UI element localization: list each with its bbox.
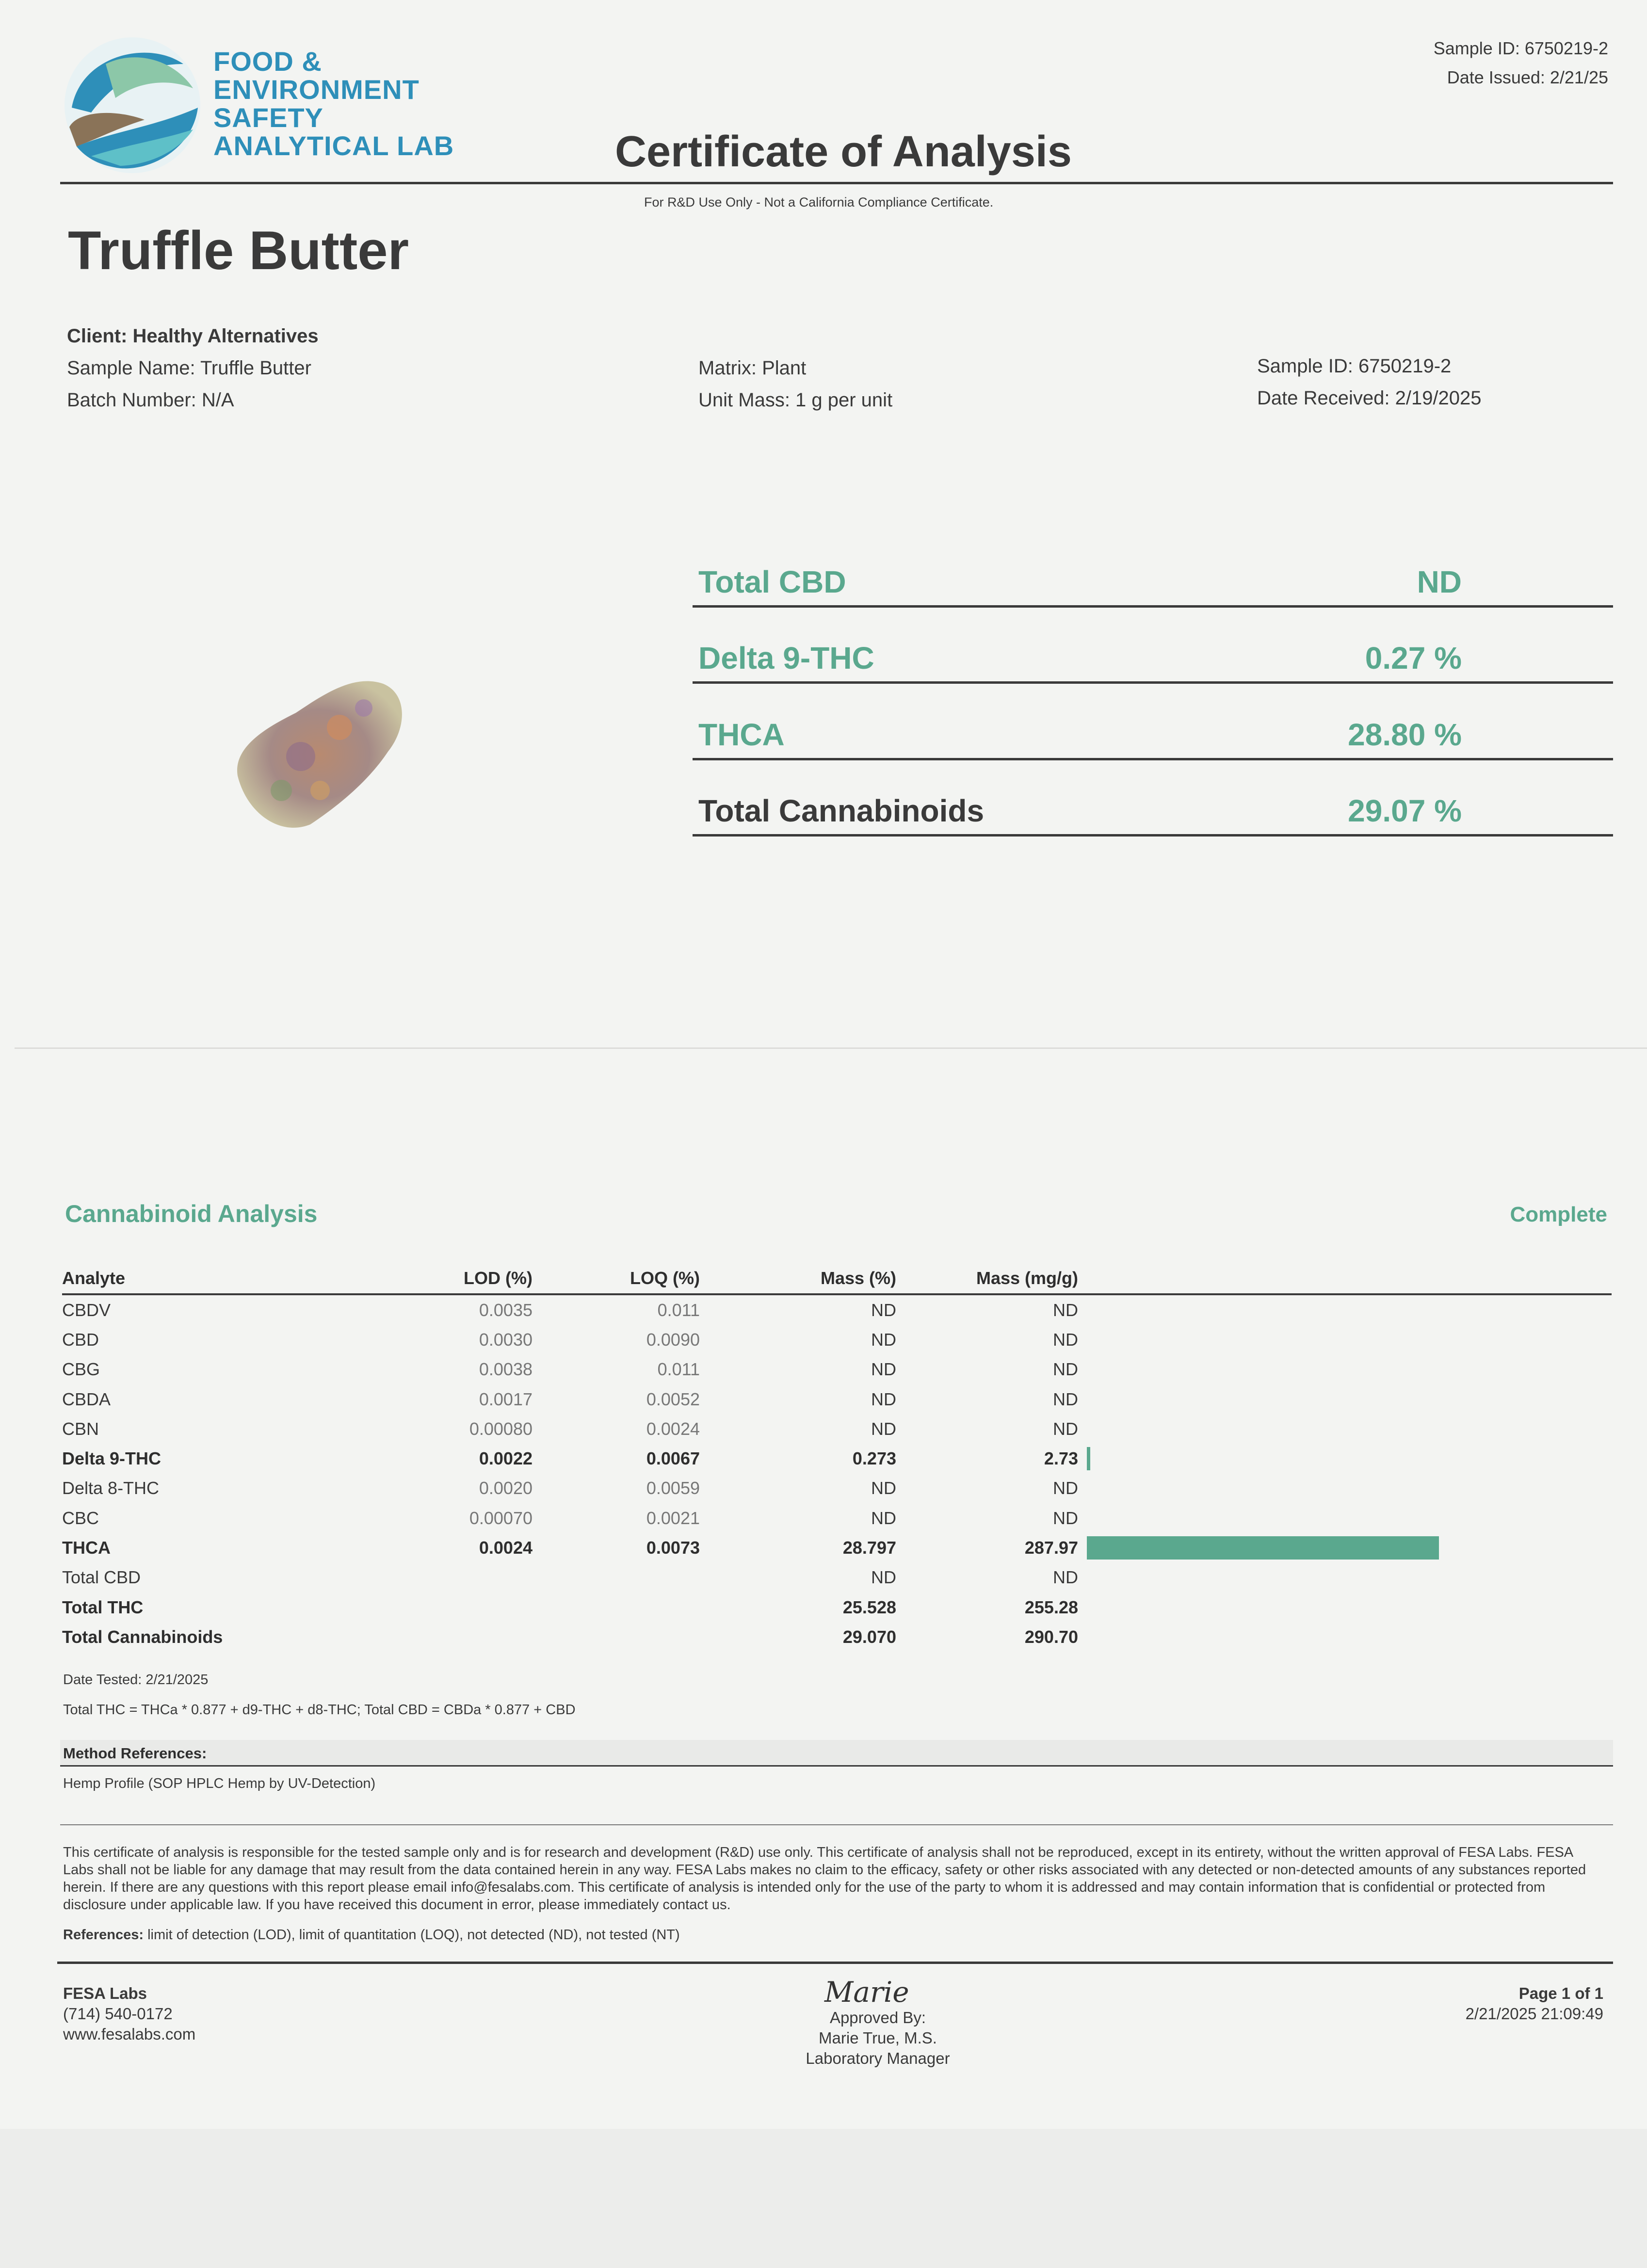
- table-cell-analyte: CBG: [62, 1359, 100, 1380]
- approved-by: Approved By:: [829, 2009, 926, 2027]
- table-row: [62, 1355, 1612, 1384]
- table-cell-mass-pct: ND: [871, 1389, 896, 1409]
- table-cell-mass-pct: 0.273: [852, 1448, 896, 1469]
- table-cell-lod: 0.0020: [479, 1478, 533, 1498]
- table-cell-bar: [1078, 1622, 1612, 1652]
- column-header-chart: [1078, 1263, 1612, 1294]
- table-cell-bar: [1078, 1384, 1612, 1414]
- table-row: [62, 1533, 1612, 1562]
- column-header: Analyte: [62, 1263, 402, 1294]
- table-cell-loq: 0.0059: [646, 1478, 700, 1498]
- table-cell-mass-pct: ND: [871, 1508, 896, 1528]
- matrix-info: [698, 352, 892, 416]
- table-cell-mass-pct: 28.797: [842, 1538, 896, 1558]
- lab-name-line: ANALYTICAL LAB: [213, 130, 454, 161]
- summary-value: ND: [1417, 564, 1462, 599]
- table-cell-loq: 0.0021: [646, 1508, 700, 1528]
- summary-divider: [693, 834, 1613, 836]
- table-cell-loq: 0.0073: [646, 1538, 700, 1558]
- table-cell-mass-pct: ND: [871, 1418, 896, 1439]
- table-cell-analyte: CBN: [62, 1418, 99, 1439]
- table-cell-mass-mg: 2.73: [1044, 1448, 1078, 1469]
- summary-label: THCA: [698, 717, 785, 752]
- footer-divider: [57, 1962, 1613, 1964]
- table-cell-bar: [1078, 1414, 1612, 1444]
- table-cell-loq: 0.0052: [646, 1389, 700, 1409]
- header-date-issued: Date Issued: 2/21/25: [1447, 67, 1608, 87]
- table-cell-lod: 0.00080: [469, 1418, 533, 1439]
- approver-name: Marie True, M.S.: [819, 2029, 937, 2047]
- summary-divider: [693, 605, 1613, 608]
- table-cell-mass-mg: ND: [1053, 1359, 1078, 1380]
- table-row: [62, 1294, 1612, 1325]
- table-cell-loq: 0.0024: [646, 1418, 700, 1439]
- client-info: [67, 320, 319, 416]
- lab-name-line: ENVIRONMENT: [213, 74, 420, 105]
- lab-name-line: FOOD &: [213, 46, 322, 77]
- table-cell-bar: [1078, 1474, 1612, 1503]
- method-band: [60, 1740, 1613, 1765]
- summary-label: Delta 9-THC: [698, 641, 874, 676]
- client-name: Client: Healthy Alternatives: [67, 325, 319, 347]
- page-number: Page 1 of 1: [1518, 1984, 1603, 2002]
- section-title: Cannabinoid Analysis: [65, 1200, 318, 1227]
- table-cell-bar: [1078, 1503, 1612, 1533]
- summary-value: 29.07 %: [1348, 793, 1462, 828]
- lab-contact: [63, 1983, 195, 2044]
- table-cell-mass-mg: ND: [1053, 1508, 1078, 1528]
- table-row: [62, 1325, 1612, 1354]
- table-cell-lod: [402, 1592, 533, 1622]
- header-meta: [1434, 34, 1608, 92]
- footer-lab-name: FESA Labs: [63, 1984, 147, 2002]
- table-cell-analyte: Total THC: [62, 1597, 144, 1617]
- approval: [757, 2008, 999, 2069]
- analysis-table: [62, 1263, 1612, 1652]
- table-row: [62, 1622, 1612, 1652]
- table-row: [62, 1414, 1612, 1444]
- table-cell-loq: [533, 1592, 700, 1622]
- table-row: [62, 1384, 1612, 1414]
- summary-value: 28.80 %: [1348, 717, 1462, 752]
- header-sample-id: Sample ID: 6750219-2: [1433, 38, 1608, 58]
- table-cell-loq: 0.011: [657, 1359, 700, 1380]
- lab-name-line: SAFETY: [213, 102, 323, 133]
- column-header: Mass (mg/g): [896, 1263, 1078, 1294]
- table-cell-mass-mg: ND: [1053, 1478, 1078, 1498]
- table-cell-lod: 0.0035: [479, 1300, 533, 1320]
- table-cell-loq: [533, 1563, 700, 1592]
- table-cell-mass-pct: 25.528: [842, 1597, 896, 1617]
- table-cell-lod: [402, 1622, 533, 1652]
- column-header: Mass (%): [700, 1263, 896, 1294]
- table-row: [62, 1592, 1612, 1622]
- table-cell-bar: [1078, 1325, 1612, 1354]
- page-info: [1466, 1983, 1603, 2024]
- table-cell-lod: 0.0024: [479, 1538, 533, 1558]
- summary-value: 0.27 %: [1365, 641, 1462, 676]
- total-formula: Total THC = THCa * 0.877 + d9-THC + d8-THC; Total CBD = CBDa * 0.877 + CBD: [63, 1702, 576, 1718]
- lab-name: [213, 48, 454, 160]
- references-line: [63, 1926, 680, 1944]
- signature: Marie: [824, 1976, 909, 2009]
- table-row: [62, 1444, 1612, 1473]
- table-cell-analyte: THCA: [62, 1538, 111, 1558]
- legal-divider: [60, 1824, 1613, 1825]
- table-cell-mass-mg: ND: [1053, 1329, 1078, 1350]
- table-cell-loq: [533, 1622, 700, 1652]
- table-cell-mass-mg: 255.28: [1024, 1597, 1078, 1617]
- table-cell-analyte: Total CBD: [62, 1567, 141, 1588]
- table-cell-lod: 0.00070: [469, 1508, 533, 1528]
- table-cell-mass-mg: ND: [1053, 1389, 1078, 1409]
- footer-phone: (714) 540-0172: [63, 2005, 173, 2023]
- batch-number: Batch Number: N/A: [67, 389, 234, 411]
- paper-fold: [15, 1047, 1647, 1049]
- table-cell-bar: [1078, 1592, 1612, 1622]
- table-cell-lod: 0.0022: [479, 1448, 533, 1469]
- summary-label: Total Cannabinoids: [698, 793, 985, 828]
- table-cell-analyte: Total Cannabinoids: [62, 1626, 223, 1647]
- summary-divider: [693, 758, 1613, 760]
- mass-bar: [1087, 1536, 1439, 1560]
- table-cell-loq: 0.011: [657, 1300, 700, 1320]
- table-cell-mass-pct: ND: [871, 1300, 896, 1320]
- table-cell-mass-pct: ND: [871, 1567, 896, 1588]
- table-cell-loq: 0.0067: [646, 1448, 700, 1469]
- table-cell-bar: [1078, 1533, 1612, 1562]
- table-cell-bar: [1078, 1294, 1612, 1325]
- table-cell-analyte: Delta 8-THC: [62, 1478, 160, 1498]
- table-cell-analyte: CBDV: [62, 1300, 111, 1320]
- table-cell-analyte: CBD: [62, 1329, 99, 1350]
- sample-name: Sample Name: Truffle Butter: [67, 357, 311, 379]
- table-row: [62, 1503, 1612, 1533]
- unit-mass: Unit Mass: 1 g per unit: [698, 389, 893, 411]
- analysis-status: Complete: [1510, 1203, 1607, 1226]
- table-cell-loq: 0.0090: [646, 1329, 700, 1350]
- mass-bar: [1087, 1447, 1090, 1470]
- summary-label: Total CBD: [698, 564, 846, 599]
- references-text: limit of detection (LOD), limit of quantitation (LOQ), not detected (ND), not tested (NT): [144, 1927, 680, 1943]
- table-cell-mass-mg: ND: [1053, 1300, 1078, 1320]
- table-row: [62, 1474, 1612, 1503]
- table-cell-analyte: CBDA: [62, 1389, 111, 1409]
- column-header: LOQ (%): [533, 1263, 700, 1294]
- date-tested: Date Tested: 2/21/2025: [63, 1672, 209, 1688]
- table-cell-analyte: Delta 9-THC: [62, 1448, 161, 1469]
- method-heading: Method References:: [63, 1745, 207, 1762]
- table-cell-mass-pct: ND: [871, 1329, 896, 1350]
- summary-divider: [693, 681, 1613, 684]
- legal-disclaimer: This certificate of analysis is responsible for the tested sample only and is for research and development (R&D) use only. This certificate of analysis shall not be reproduced, except in its entirety, without the written approval of FESA Labs. FESA Labs shall not be liable for any damage that may result from the data contained herein in any way. FESA Labs makes no claim to the efficacy, safety or other risks associated with any detected or non-detected amounts of any substances reported herein. If there are any questions with this report please email info@fesalabs.com. This certificate of analysis is intended only for the use of the party to whom it is addressed and may contain information that is confidential or protected from disclosure under applicable law. If you have received this document in error, please immediately contact us.: [63, 1845, 1586, 1913]
- table-cell-mass-mg: ND: [1053, 1567, 1078, 1588]
- footer-website: www.fesalabs.com: [63, 2025, 196, 2043]
- table-cell-mass-pct: 29.070: [842, 1626, 896, 1647]
- table-cell-bar: [1078, 1563, 1612, 1592]
- table-row: [62, 1563, 1612, 1592]
- approver-title: Laboratory Manager: [806, 2049, 950, 2067]
- product-photo: [228, 669, 417, 839]
- table-cell-lod: [402, 1563, 533, 1592]
- method-divider: [60, 1765, 1613, 1767]
- table-cell-mass-mg: 290.70: [1024, 1626, 1078, 1647]
- table-cell-bar: [1078, 1444, 1612, 1473]
- table-cell-bar: [1078, 1355, 1612, 1384]
- product-name: Truffle Butter: [68, 220, 409, 281]
- page-title: Certificate of Analysis: [615, 128, 1072, 176]
- table-cell-lod: 0.0030: [479, 1329, 533, 1350]
- lab-logo-icon: [62, 35, 203, 176]
- date-received: Date Received: 2/19/2025: [1257, 387, 1482, 409]
- table-cell-mass-mg: 287.97: [1024, 1538, 1078, 1558]
- table-cell-mass-pct: ND: [871, 1478, 896, 1498]
- column-header: LOD (%): [402, 1263, 533, 1294]
- sample-info: [1257, 350, 1482, 414]
- table-cell-lod: 0.0017: [479, 1389, 533, 1409]
- rd-disclaimer: For R&D Use Only - Not a California Compliance Certificate.: [644, 195, 994, 209]
- table-header: [62, 1263, 1612, 1294]
- method-reference: Hemp Profile (SOP HPLC Hemp by UV-Detection): [63, 1776, 376, 1791]
- matrix: Matrix: Plant: [698, 357, 807, 379]
- sample-id: Sample ID: 6750219-2: [1257, 355, 1452, 377]
- table-cell-lod: 0.0038: [479, 1359, 533, 1380]
- print-timestamp: 2/21/2025 21:09:49: [1465, 2005, 1603, 2023]
- references-label: References:: [63, 1927, 144, 1943]
- table-cell-analyte: CBC: [62, 1508, 99, 1528]
- title-divider: [60, 182, 1613, 184]
- table-cell-mass-pct: ND: [871, 1359, 896, 1380]
- table-cell-mass-mg: ND: [1053, 1418, 1078, 1439]
